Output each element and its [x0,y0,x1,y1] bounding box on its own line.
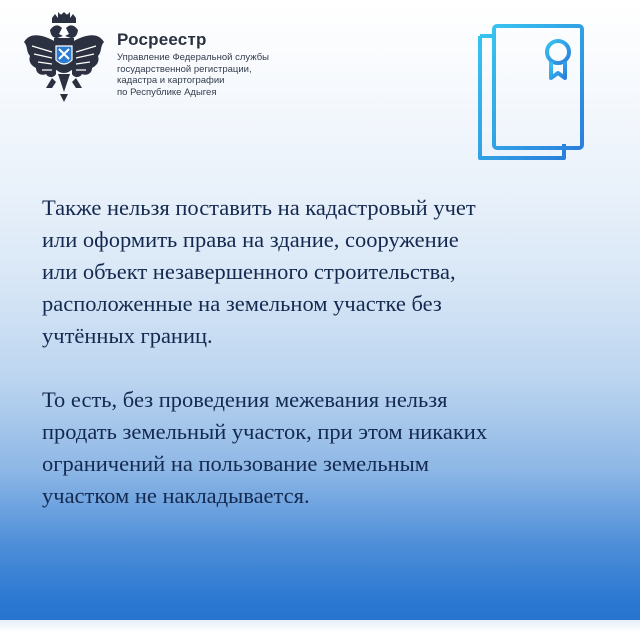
text-line: Также нельзя поставить на кадастровый учет [42,195,476,220]
org-desc-line: Управление Федеральной службы [117,52,269,63]
text-line: участком не накладывается. [42,483,310,508]
text-line: учтённых границ. [42,323,213,348]
text-line: продать земельный участок, при этом никаких [42,419,488,444]
text-line: расположенные на земельном участке без [42,291,442,316]
org-desc-line: по Республике Адыгея [117,86,217,98]
org-desc-line: государственной регистрации, [117,63,252,75]
paragraph [42,384,622,512]
paragraph [42,192,622,352]
text-line: или объект незавершенного строительства, [42,259,456,284]
text-line: или оформить права на здание, сооружение [42,227,459,252]
text-line: То есть, без проведения межевания нельзя [42,387,448,412]
organization-header [117,30,317,98]
certificate-document-icon [474,22,592,164]
org-description [117,52,317,98]
text-line: ограничений на пользование земельным [42,451,429,476]
org-name: Росреестр [117,30,207,49]
main-text [42,192,622,512]
eagle-emblem-icon [22,12,106,104]
bottom-strip [0,620,640,632]
org-desc-line: кадастра и картографии [117,75,225,86]
